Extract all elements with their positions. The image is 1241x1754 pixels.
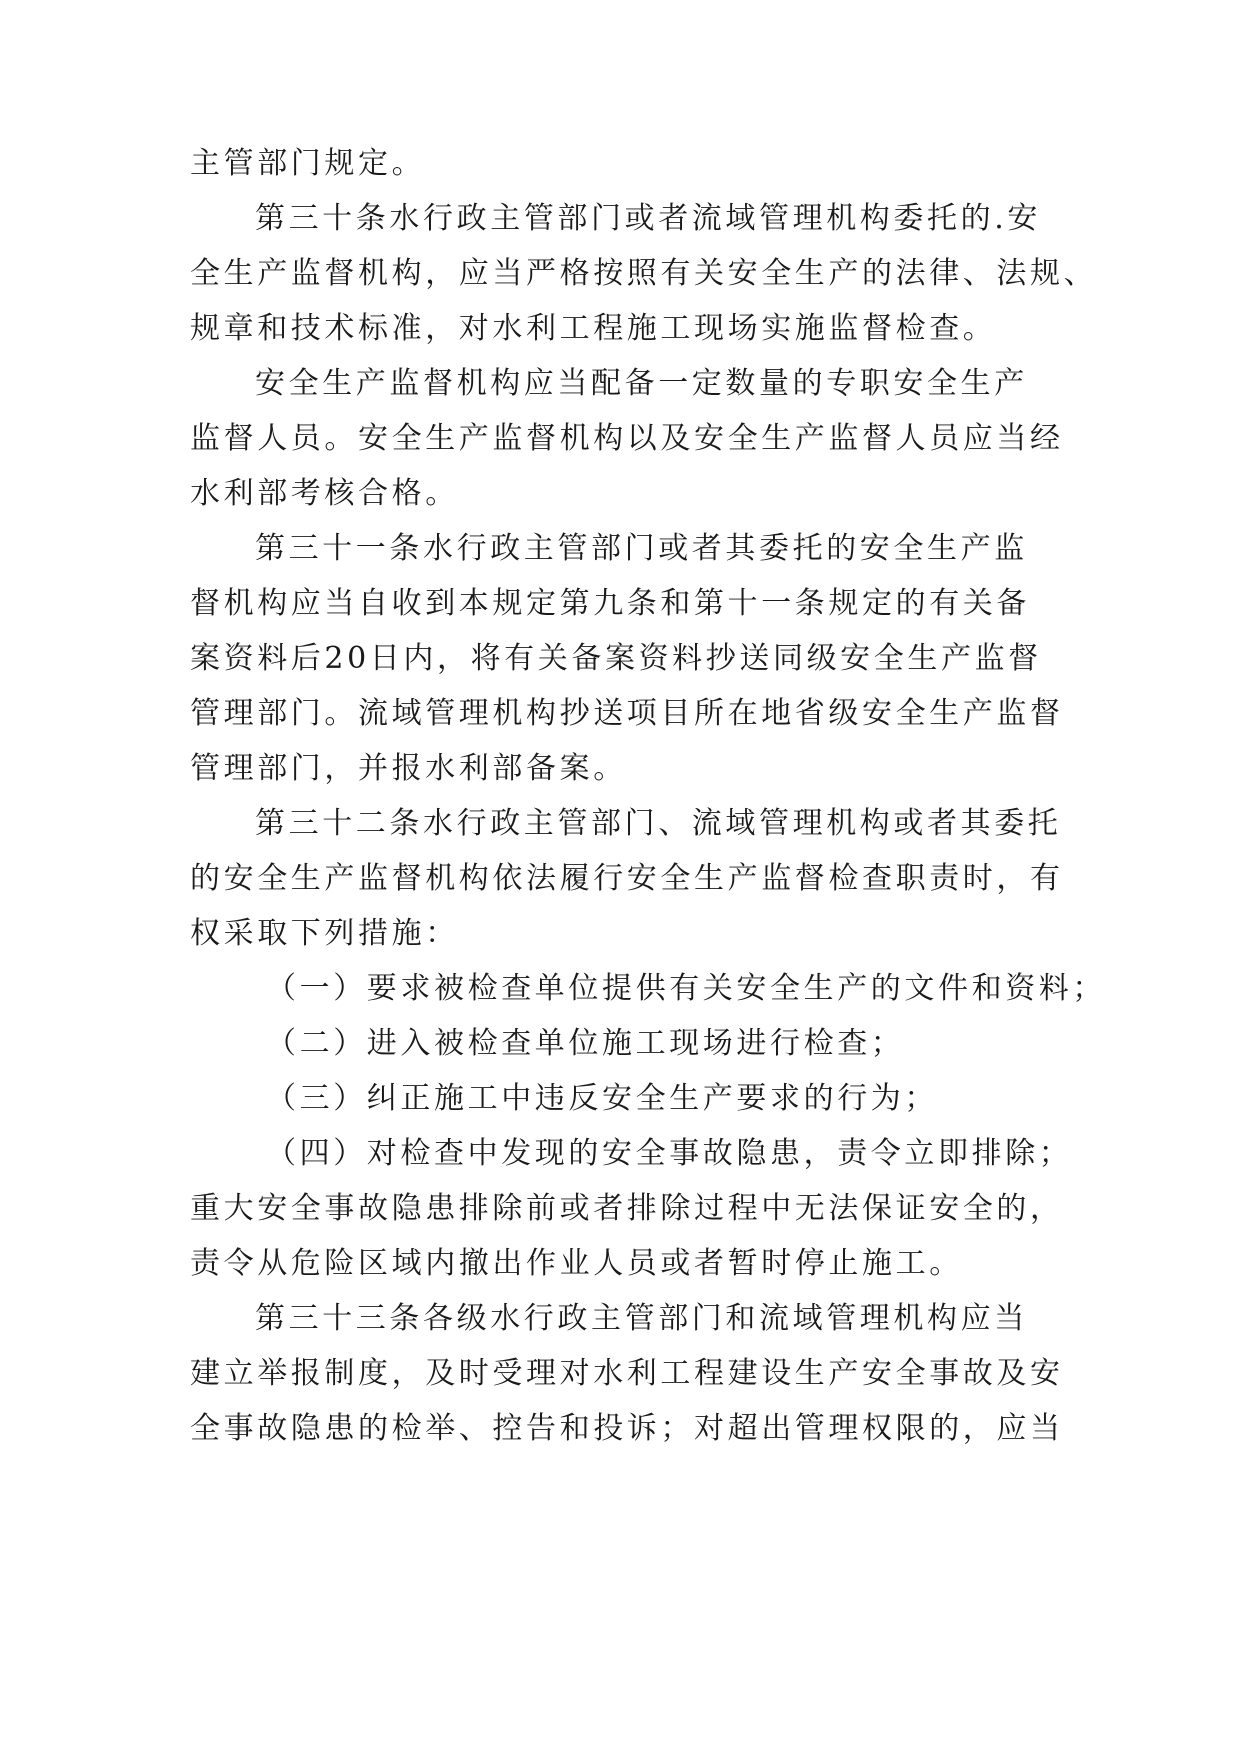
paragraph-start: 安全生产监督机构应当配备一定数量的专职安全生产	[255, 366, 1028, 401]
article-30-heading: 第三十条水行政主管部门或者流域管理机构委托的.安	[255, 201, 1041, 236]
text-line: 督机构应当自收到本规定第九条和第十一条规定的有关备	[190, 586, 1030, 621]
text-line: 案资料后20日内，将有关备案资料抄送同级安全生产监督	[190, 641, 1042, 676]
text-line: 管理部门。流域管理机构抄送项目所在地省级安全生产监督	[190, 696, 1064, 731]
text-line: 全生产监督机构，应当严格按照有关安全生产的法律、法规、	[190, 256, 1098, 291]
list-item-2: （二）进入被检查单位施工现场进行检查；	[266, 1026, 905, 1061]
list-item-4: （四）对检查中发现的安全事故隐患，责令立即排除；	[266, 1136, 1073, 1171]
text-line: 监督人员。安全生产监督机构以及安全生产监督人员应当经	[190, 421, 1064, 456]
text-line: 责令从危险区域内撤出作业人员或者暂时停止施工。	[190, 1246, 963, 1281]
article-33-heading: 第三十三条各级水行政主管部门和流域管理机构应当	[255, 1301, 1028, 1336]
text-line: 主管部门规定。	[190, 146, 426, 181]
text-line: 建立举报制度，及时受理对水利工程建设生产安全事故及安	[190, 1356, 1064, 1391]
text-line: 规章和技术标准，对水利工程施工现场实施监督检查。	[190, 311, 997, 346]
article-32-heading: 第三十二条水行政主管部门、流域管理机构或者其委托	[255, 806, 1062, 841]
text-line: 管理部门，并报水利部备案。	[190, 751, 627, 786]
text-line: 重大安全事故隐患排除前或者排除过程中无法保证安全的，	[190, 1191, 1064, 1226]
text-line: 全事故隐患的检举、控告和投诉；对超出管理权限的，应当	[190, 1411, 1064, 1446]
article-31-heading: 第三十一条水行政主管部门或者其委托的安全生产监	[255, 531, 1028, 566]
text-line: 水利部考核合格。	[190, 476, 459, 511]
list-item-1: （一）要求被检查单位提供有关安全生产的文件和资料；	[266, 971, 1106, 1006]
text-line: 的安全生产监督机构依法履行安全生产监督检查职责时，有	[190, 861, 1064, 896]
list-item-3: （三）纠正施工中违反安全生产要求的行为；	[266, 1081, 938, 1116]
text-line: 权采取下列措施：	[190, 916, 459, 951]
